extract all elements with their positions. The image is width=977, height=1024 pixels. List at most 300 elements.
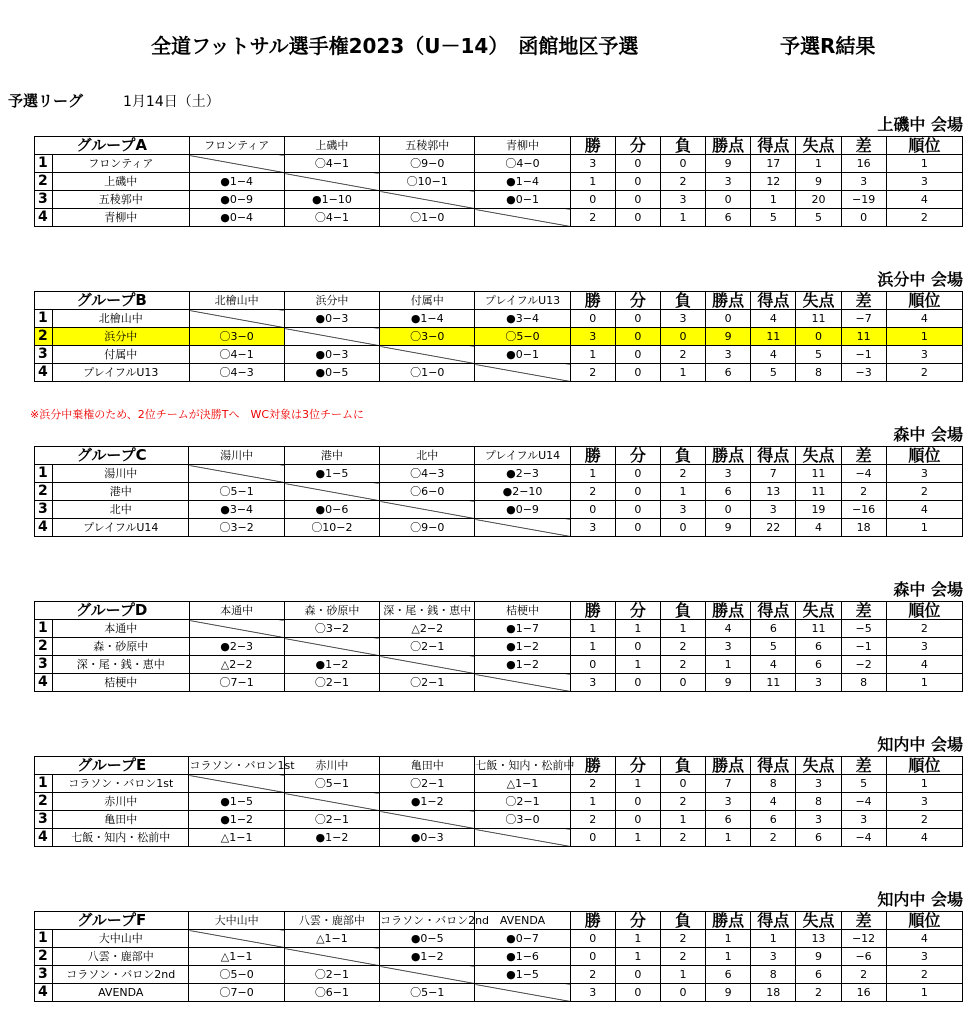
team-name: 北中 <box>53 501 189 519</box>
stat-value: 11 <box>796 310 841 328</box>
stat-value: 0 <box>615 209 660 227</box>
row-number: 1 <box>35 930 53 948</box>
diagonal-cell <box>380 501 475 519</box>
match-result: 〇7−1 <box>189 674 284 692</box>
match-result: ●1−2 <box>475 638 570 656</box>
opponent-header: 亀田中 <box>380 757 475 775</box>
stat-header: 失点 <box>796 292 841 310</box>
match-result: ●1−4 <box>475 173 570 191</box>
group-name: グループD <box>35 602 190 620</box>
table-row <box>35 209 963 227</box>
stat-header: 分 <box>615 447 660 465</box>
stat-value: 3 <box>706 638 751 656</box>
stat-header: 順位 <box>886 447 962 465</box>
stat-value: 1 <box>796 155 841 173</box>
table-header-row <box>35 447 963 465</box>
match-result: ●0−5 <box>380 930 475 948</box>
match-result: ●0−5 <box>284 364 379 382</box>
diagonal-cell <box>380 191 475 209</box>
stat-value: 1 <box>706 656 751 674</box>
table-row <box>35 155 963 173</box>
stat-value: −4 <box>841 793 886 811</box>
stat-value: 5 <box>796 209 841 227</box>
stat-header: 失点 <box>796 602 841 620</box>
stat-value: 4 <box>886 829 962 847</box>
table-row <box>35 191 963 209</box>
stat-value: 2 <box>660 173 705 191</box>
stat-header: 分 <box>615 292 660 310</box>
stat-header: 失点 <box>796 757 841 775</box>
stat-value: 3 <box>660 191 705 209</box>
row-number: 4 <box>35 519 53 537</box>
stat-value: 1 <box>615 656 660 674</box>
team-name: コラソン・バロン1st <box>53 775 189 793</box>
match-result: △1−1 <box>189 829 284 847</box>
league-heading <box>8 90 220 111</box>
team-name: 浜分中 <box>53 328 189 346</box>
stat-value: 3 <box>751 501 796 519</box>
diagonal-cell <box>189 310 284 328</box>
table-row <box>35 793 963 811</box>
stat-value: 11 <box>796 483 841 501</box>
stat-value: 1 <box>570 346 615 364</box>
stat-value: 9 <box>706 674 751 692</box>
stat-value: 2 <box>570 209 615 227</box>
stat-value: 1 <box>886 328 962 346</box>
stat-value: 1 <box>660 209 705 227</box>
stat-value: 1 <box>570 465 615 483</box>
group-name: グループF <box>35 912 189 930</box>
opponent-header: 大中山中 <box>189 912 284 930</box>
match-result: ●0−1 <box>475 346 570 364</box>
stat-header: 得点 <box>751 602 796 620</box>
stat-value: 2 <box>886 364 962 382</box>
stat-value: −1 <box>841 346 886 364</box>
group-table <box>34 446 963 537</box>
diagonal-cell <box>284 638 379 656</box>
team-name: 本通中 <box>53 620 189 638</box>
venue-label: 浜分中 会場 <box>877 270 963 289</box>
league-date: 1月14日（土） <box>123 94 220 110</box>
stat-value: −12 <box>841 930 886 948</box>
stat-value: 1 <box>570 173 615 191</box>
team-name: コラソン・バロン2nd <box>53 966 189 984</box>
opponent-header: 浜分中 <box>284 292 379 310</box>
match-result: 〇10−2 <box>284 519 379 537</box>
row-number: 4 <box>35 674 53 692</box>
stat-value: 4 <box>751 346 796 364</box>
match-result: ●1−7 <box>475 620 570 638</box>
table-row <box>35 829 963 847</box>
team-name: 深・尾・銭・恵中 <box>53 656 189 674</box>
match-result: ●1−4 <box>189 173 284 191</box>
stat-value: 8 <box>796 793 841 811</box>
match-result: 〇5−0 <box>189 966 284 984</box>
match-result: △2−2 <box>189 656 284 674</box>
stat-value: 0 <box>615 465 660 483</box>
diagonal-cell <box>189 930 284 948</box>
stat-value: 9 <box>706 155 751 173</box>
stat-value: 9 <box>796 173 841 191</box>
stat-value: 0 <box>615 328 660 346</box>
row-number: 4 <box>35 209 53 227</box>
stat-value: 0 <box>660 155 705 173</box>
row-number: 2 <box>35 638 53 656</box>
row-number: 3 <box>35 811 53 829</box>
match-result: 〇3−0 <box>380 328 475 346</box>
diagonal-cell <box>380 346 475 364</box>
stat-value: 3 <box>706 793 751 811</box>
row-number: 1 <box>35 775 53 793</box>
stat-value: −7 <box>841 310 886 328</box>
stat-value: 11 <box>751 328 796 346</box>
diagonal-cell <box>380 811 475 829</box>
stat-header: 勝 <box>570 137 615 155</box>
diagonal-cell <box>189 775 284 793</box>
stat-value: 0 <box>615 346 660 364</box>
stat-value: 19 <box>796 501 841 519</box>
stat-header: 勝 <box>570 757 615 775</box>
stat-value: 0 <box>615 984 660 1002</box>
stat-value: 0 <box>660 984 705 1002</box>
venue-label: 知内中 会場 <box>877 735 963 754</box>
stat-value: −4 <box>841 465 886 483</box>
opponent-header: 付属中 <box>380 292 475 310</box>
team-name: 大中山中 <box>53 930 189 948</box>
stat-value: 0 <box>615 966 660 984</box>
stat-value: 2 <box>886 620 962 638</box>
stat-value: 2 <box>886 483 962 501</box>
stat-value: 18 <box>841 519 886 537</box>
stat-value: 0 <box>706 191 751 209</box>
match-result: 〇4−3 <box>189 364 284 382</box>
match-result: 〇3−0 <box>189 328 284 346</box>
result-label: 予選R結果 <box>780 34 876 58</box>
stat-header: 差 <box>841 602 886 620</box>
match-result: 〇2−1 <box>284 674 379 692</box>
match-result: 〇4−1 <box>189 346 284 364</box>
stat-value: −19 <box>841 191 886 209</box>
stat-value: 4 <box>751 793 796 811</box>
stat-value: 7 <box>751 465 796 483</box>
stat-header: 得点 <box>751 757 796 775</box>
stat-value: 22 <box>751 519 796 537</box>
row-number: 3 <box>35 346 53 364</box>
diagonal-cell <box>475 209 570 227</box>
stat-value: 0 <box>796 328 841 346</box>
opponent-header: 湯川中 <box>189 447 284 465</box>
stat-value: 0 <box>706 310 751 328</box>
stat-value: −4 <box>841 829 886 847</box>
match-result: ●0−4 <box>189 209 284 227</box>
page-header <box>0 30 977 60</box>
row-number: 3 <box>35 191 53 209</box>
stat-value: 9 <box>706 519 751 537</box>
row-number: 3 <box>35 656 53 674</box>
stat-value: 0 <box>615 155 660 173</box>
table-header-row <box>35 912 963 930</box>
match-result: 〇2−1 <box>284 811 379 829</box>
stat-value: 2 <box>660 948 705 966</box>
match-result: ●1−2 <box>475 656 570 674</box>
stat-value: 3 <box>886 638 962 656</box>
stat-value: 6 <box>796 638 841 656</box>
match-result: ●0−3 <box>284 310 379 328</box>
stat-value: −5 <box>841 620 886 638</box>
stat-header: 順位 <box>886 602 962 620</box>
stat-value: 11 <box>796 620 841 638</box>
stat-value: 3 <box>706 346 751 364</box>
stat-value: 0 <box>570 191 615 209</box>
table-row <box>35 483 963 501</box>
stat-value: 2 <box>751 829 796 847</box>
stat-value: 1 <box>570 620 615 638</box>
group-name: グループB <box>35 292 190 310</box>
diagonal-cell <box>189 155 284 173</box>
match-result: 〇3−2 <box>284 620 379 638</box>
stat-value: 6 <box>706 209 751 227</box>
match-result: △1−1 <box>189 948 284 966</box>
diagonal-cell <box>284 328 379 346</box>
stat-value: 0 <box>841 209 886 227</box>
stat-value: 11 <box>796 465 841 483</box>
match-result: 〇5−1 <box>189 483 284 501</box>
table-row <box>35 620 963 638</box>
stat-value: 1 <box>751 191 796 209</box>
diagonal-cell <box>284 793 379 811</box>
stat-value: 2 <box>660 793 705 811</box>
stat-value: 7 <box>706 775 751 793</box>
match-result: ●1−2 <box>189 811 284 829</box>
stat-value: 9 <box>706 984 751 1002</box>
stat-value: 1 <box>615 948 660 966</box>
stat-value: 3 <box>841 173 886 191</box>
stat-value: −6 <box>841 948 886 966</box>
match-result: 〇6−0 <box>380 483 475 501</box>
stat-value: 4 <box>751 656 796 674</box>
match-result: ●0−6 <box>284 501 379 519</box>
stat-value: 16 <box>841 984 886 1002</box>
opponent-header: 赤川中 <box>284 757 379 775</box>
match-result: ●2−3 <box>189 638 284 656</box>
stat-value: 1 <box>615 930 660 948</box>
match-result: ●2−3 <box>475 465 570 483</box>
diagonal-cell <box>475 984 570 1002</box>
stat-value: 5 <box>751 209 796 227</box>
stat-value: 3 <box>570 984 615 1002</box>
venue-label: 上磯中 会場 <box>877 115 963 134</box>
stat-header: 勝点 <box>706 447 751 465</box>
stat-header: 分 <box>615 757 660 775</box>
stat-header: 勝点 <box>706 757 751 775</box>
diagonal-cell <box>475 364 570 382</box>
stat-value: 11 <box>841 328 886 346</box>
stat-value: 2 <box>570 364 615 382</box>
stat-value: 6 <box>751 620 796 638</box>
stat-header: 負 <box>660 447 705 465</box>
table-row <box>35 638 963 656</box>
team-name: フロンティア <box>53 155 189 173</box>
stat-value: 3 <box>886 793 962 811</box>
table-row <box>35 674 963 692</box>
opponent-header: 深・尾・銭・恵中 <box>380 602 475 620</box>
stat-value: 0 <box>660 519 705 537</box>
match-result: ●1−2 <box>284 829 379 847</box>
stat-value: 1 <box>615 620 660 638</box>
match-result: 〇10−1 <box>380 173 475 191</box>
stat-value: 2 <box>660 465 705 483</box>
stat-value: 0 <box>615 173 660 191</box>
stat-value: 3 <box>886 346 962 364</box>
stat-value: 2 <box>570 811 615 829</box>
match-result: ●0−9 <box>475 501 570 519</box>
stat-header: 負 <box>660 757 705 775</box>
stat-value: 17 <box>751 155 796 173</box>
match-result: 〇2−1 <box>380 674 475 692</box>
opponent-header: 八雲・鹿部中 <box>284 912 379 930</box>
group-name: グループE <box>35 757 189 775</box>
table-row <box>35 811 963 829</box>
stat-value: 9 <box>796 948 841 966</box>
row-number: 3 <box>35 501 53 519</box>
opponent-header: 本通中 <box>189 602 284 620</box>
stat-value: 5 <box>841 775 886 793</box>
stat-header: 負 <box>660 292 705 310</box>
stat-value: 1 <box>751 930 796 948</box>
stat-value: 0 <box>615 364 660 382</box>
match-result: ●3−4 <box>475 310 570 328</box>
stat-value: 2 <box>570 775 615 793</box>
stat-value: 1 <box>660 483 705 501</box>
match-result: 〇7−0 <box>189 984 284 1002</box>
stat-header: 勝点 <box>706 602 751 620</box>
stat-value: 0 <box>570 656 615 674</box>
opponent-header: 青柳中 <box>475 137 570 155</box>
stat-header: 勝点 <box>706 137 751 155</box>
opponent-header: プレイフルU14 <box>475 447 570 465</box>
forfeit-note: ※浜分中棄権のため、2位チームが決勝Tへ WC対象は3位チームに <box>30 408 365 421</box>
match-result: 〇5−1 <box>380 984 475 1002</box>
stat-header: 得点 <box>751 292 796 310</box>
stat-value: 0 <box>615 483 660 501</box>
stat-value: 0 <box>570 310 615 328</box>
stat-value: 1 <box>886 775 962 793</box>
row-number: 4 <box>35 829 53 847</box>
stat-value: 0 <box>660 328 705 346</box>
match-result: 〇9−0 <box>380 519 475 537</box>
diagonal-cell <box>380 656 475 674</box>
stat-value: 1 <box>706 829 751 847</box>
row-number: 2 <box>35 328 53 346</box>
table-header-row <box>35 137 963 155</box>
opponent-header: コラソン・バロン2nd <box>380 912 475 930</box>
diagonal-cell <box>475 519 570 537</box>
stat-value: 1 <box>886 155 962 173</box>
stat-value: 2 <box>660 346 705 364</box>
stat-header: 失点 <box>796 912 841 930</box>
stat-header: 勝 <box>570 447 615 465</box>
stat-value: 0 <box>660 775 705 793</box>
stat-value: 6 <box>796 656 841 674</box>
stat-header: 差 <box>841 137 886 155</box>
stat-value: −2 <box>841 656 886 674</box>
stat-value: 1 <box>615 775 660 793</box>
match-result: 〇3−2 <box>189 519 284 537</box>
team-name: 赤川中 <box>53 793 189 811</box>
team-name: 上磯中 <box>53 173 189 191</box>
stat-value: 2 <box>796 984 841 1002</box>
stat-value: 2 <box>660 638 705 656</box>
stat-value: 0 <box>660 674 705 692</box>
row-number: 1 <box>35 310 53 328</box>
stat-value: 2 <box>570 966 615 984</box>
match-result: ●3−4 <box>189 501 284 519</box>
team-name: プレイフルU14 <box>53 519 189 537</box>
row-number: 3 <box>35 966 53 984</box>
stat-value: 0 <box>570 829 615 847</box>
match-result: 〇2−1 <box>380 775 475 793</box>
table-row <box>35 656 963 674</box>
diagonal-cell <box>284 173 379 191</box>
match-result: 〇4−1 <box>284 155 379 173</box>
stat-value: 16 <box>841 155 886 173</box>
stat-value: 3 <box>886 173 962 191</box>
diagonal-cell <box>284 948 379 966</box>
stat-header: 順位 <box>886 757 962 775</box>
stat-value: 0 <box>570 948 615 966</box>
stat-value: 0 <box>615 310 660 328</box>
table-header-row <box>35 602 963 620</box>
stat-value: 3 <box>796 775 841 793</box>
row-number: 1 <box>35 155 53 173</box>
team-name: 八雲・鹿部中 <box>53 948 189 966</box>
stat-value: 2 <box>886 811 962 829</box>
stat-header: 勝点 <box>706 912 751 930</box>
stat-value: 1 <box>886 674 962 692</box>
stat-value: 4 <box>886 930 962 948</box>
stat-header: 差 <box>841 912 886 930</box>
row-number: 2 <box>35 173 53 191</box>
stat-value: 6 <box>706 364 751 382</box>
diagonal-cell <box>475 829 570 847</box>
opponent-header: 七飯・知内・松前中 <box>475 757 570 775</box>
opponent-header: 上磯中 <box>284 137 379 155</box>
diagonal-cell <box>284 483 379 501</box>
stat-value: 5 <box>751 364 796 382</box>
group-table <box>34 911 963 1002</box>
team-name: 付属中 <box>53 346 189 364</box>
stat-value: 1 <box>706 948 751 966</box>
stat-value: 20 <box>796 191 841 209</box>
stat-value: 2 <box>886 966 962 984</box>
table-row <box>35 519 963 537</box>
stat-value: 4 <box>886 501 962 519</box>
table-row <box>35 310 963 328</box>
stat-value: 6 <box>796 829 841 847</box>
stat-value: 8 <box>751 966 796 984</box>
stat-value: 13 <box>751 483 796 501</box>
venue-label: 森中 会場 <box>893 580 963 599</box>
stat-value: 1 <box>570 793 615 811</box>
stat-value: 0 <box>615 501 660 519</box>
opponent-header: コラソン・バロン1st <box>189 757 284 775</box>
stat-header: 分 <box>615 602 660 620</box>
venue-label: 森中 会場 <box>893 425 963 444</box>
row-number: 1 <box>35 465 53 483</box>
stat-header: 負 <box>660 912 705 930</box>
stat-value: 1 <box>615 829 660 847</box>
stat-value: 6 <box>706 966 751 984</box>
